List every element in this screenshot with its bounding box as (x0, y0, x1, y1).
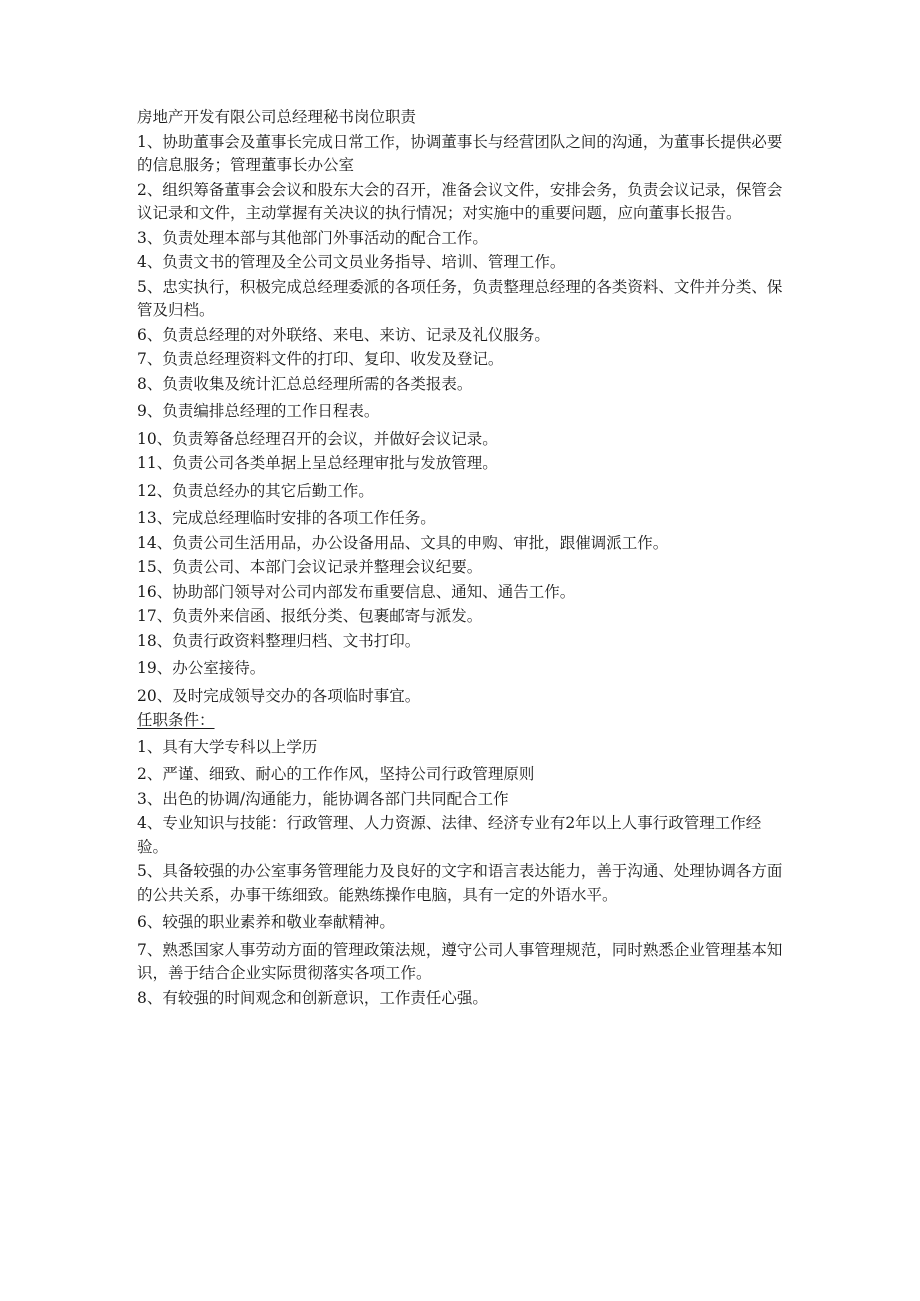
document-title: 房地产开发有限公司总经理秘书岗位职责 (137, 108, 417, 126)
requirement-item: 1、具有大学专科以上学历 (137, 737, 318, 756)
duty-item: 4、负责文书的管理及全公司文员业务指导、培训、管理工作。 (137, 253, 566, 271)
duty-item: 20、及时完成领导交办的各项临时事宜。 (137, 686, 421, 705)
duty-item: 10、负责筹备总经理召开的会议，并做好会议记录。 (137, 429, 498, 448)
duty-item: 12、负责总经办的其它后勤工作。 (137, 481, 374, 500)
requirement-item: 3、出色的协调/沟通能力，能协调各部门共同配合工作 (137, 789, 509, 808)
duty-item: 19、办公室接待。 (137, 659, 266, 677)
requirements-list (137, 736, 787, 1011)
requirement-item: 4、专业知识与技能：行政管理、人力资源、法律、经济专业有2年以上人事行政管理工作经验。 (137, 814, 762, 856)
requirements-heading: 任职条件： (137, 711, 215, 729)
duty-item: 2、组织筹备董事会会议和股东大会的召开，准备会议文件，安排会务，负责会议记录，保管会议记录和文件，主动掌握有关决议的执行情况；对实施中的重要问题，应向董事长报告。 (137, 180, 783, 222)
duty-item: 16、协助部门领导对公司内部发布重要信息、通知、通告工作。 (137, 582, 576, 601)
duty-item: 9、负责编排总经理的工作日程表。 (137, 402, 380, 420)
duty-item: 14、负责公司生活用品，办公设备用品、文具的申购、审批，跟催调派工作。 (137, 533, 669, 552)
requirement-item: 5、具备较强的办公室事务管理能力及良好的文字和语言表达能力，善于沟通、处理协调各方面的公共关系，办事干练细致。能熟练操作电脑，具有一定的外语水平。 (137, 862, 783, 904)
duties-list (137, 131, 787, 709)
duty-item: 18、负责行政资料整理归档、文书打印。 (137, 631, 421, 650)
duty-item: 8、负责收集及统计汇总总经理所需的各类报表。 (137, 374, 473, 393)
duty-item: 1、协助董事会及董事长完成日常工作，协调董事长与经营团队之间的沟通，为董事长提供必要的信息服务；管理董事长办公室 (137, 132, 783, 174)
duty-item: 5、忠实执行，积极完成总经理委派的各项任务，负责整理总经理的各类资料、文件并分类、保管及归档。 (137, 277, 783, 319)
duty-item: 7、负责总经理资料文件的打印、复印、收发及登记。 (137, 350, 504, 368)
duty-item: 17、负责外来信函、报纸分类、包裹邮寄与派发。 (137, 607, 483, 625)
duty-item: 15、负责公司、本部门会议记录并整理会议纪要。 (137, 558, 483, 576)
requirement-item: 6、较强的职业素养和敬业奉献精神。 (137, 913, 395, 931)
duty-item: 6、负责总经理的对外联络、来电、来访、记录及礼仪服务。 (137, 325, 550, 344)
document-page (137, 106, 787, 1011)
requirement-item: 7、熟悉国家人事劳动方面的管理政策法规，遵守公司人事管理规范，同时熟悉企业管理基本知识，善于结合企业实际贯彻落实各项工作。 (137, 940, 783, 982)
duty-item: 13、完成总经理临时安排的各项工作任务。 (137, 509, 436, 527)
requirement-item: 2、严谨、细致、耐心的工作作风，坚持公司行政管理原则 (137, 765, 535, 783)
requirement-item: 8、有较强的时间观念和创新意识，工作责任心强。 (137, 988, 488, 1007)
duty-item: 3、负责处理本部与其他部门外事活动的配合工作。 (137, 228, 488, 247)
duty-item: 11、负责公司各类单据上呈总经理审批与发放管理。 (137, 454, 498, 472)
